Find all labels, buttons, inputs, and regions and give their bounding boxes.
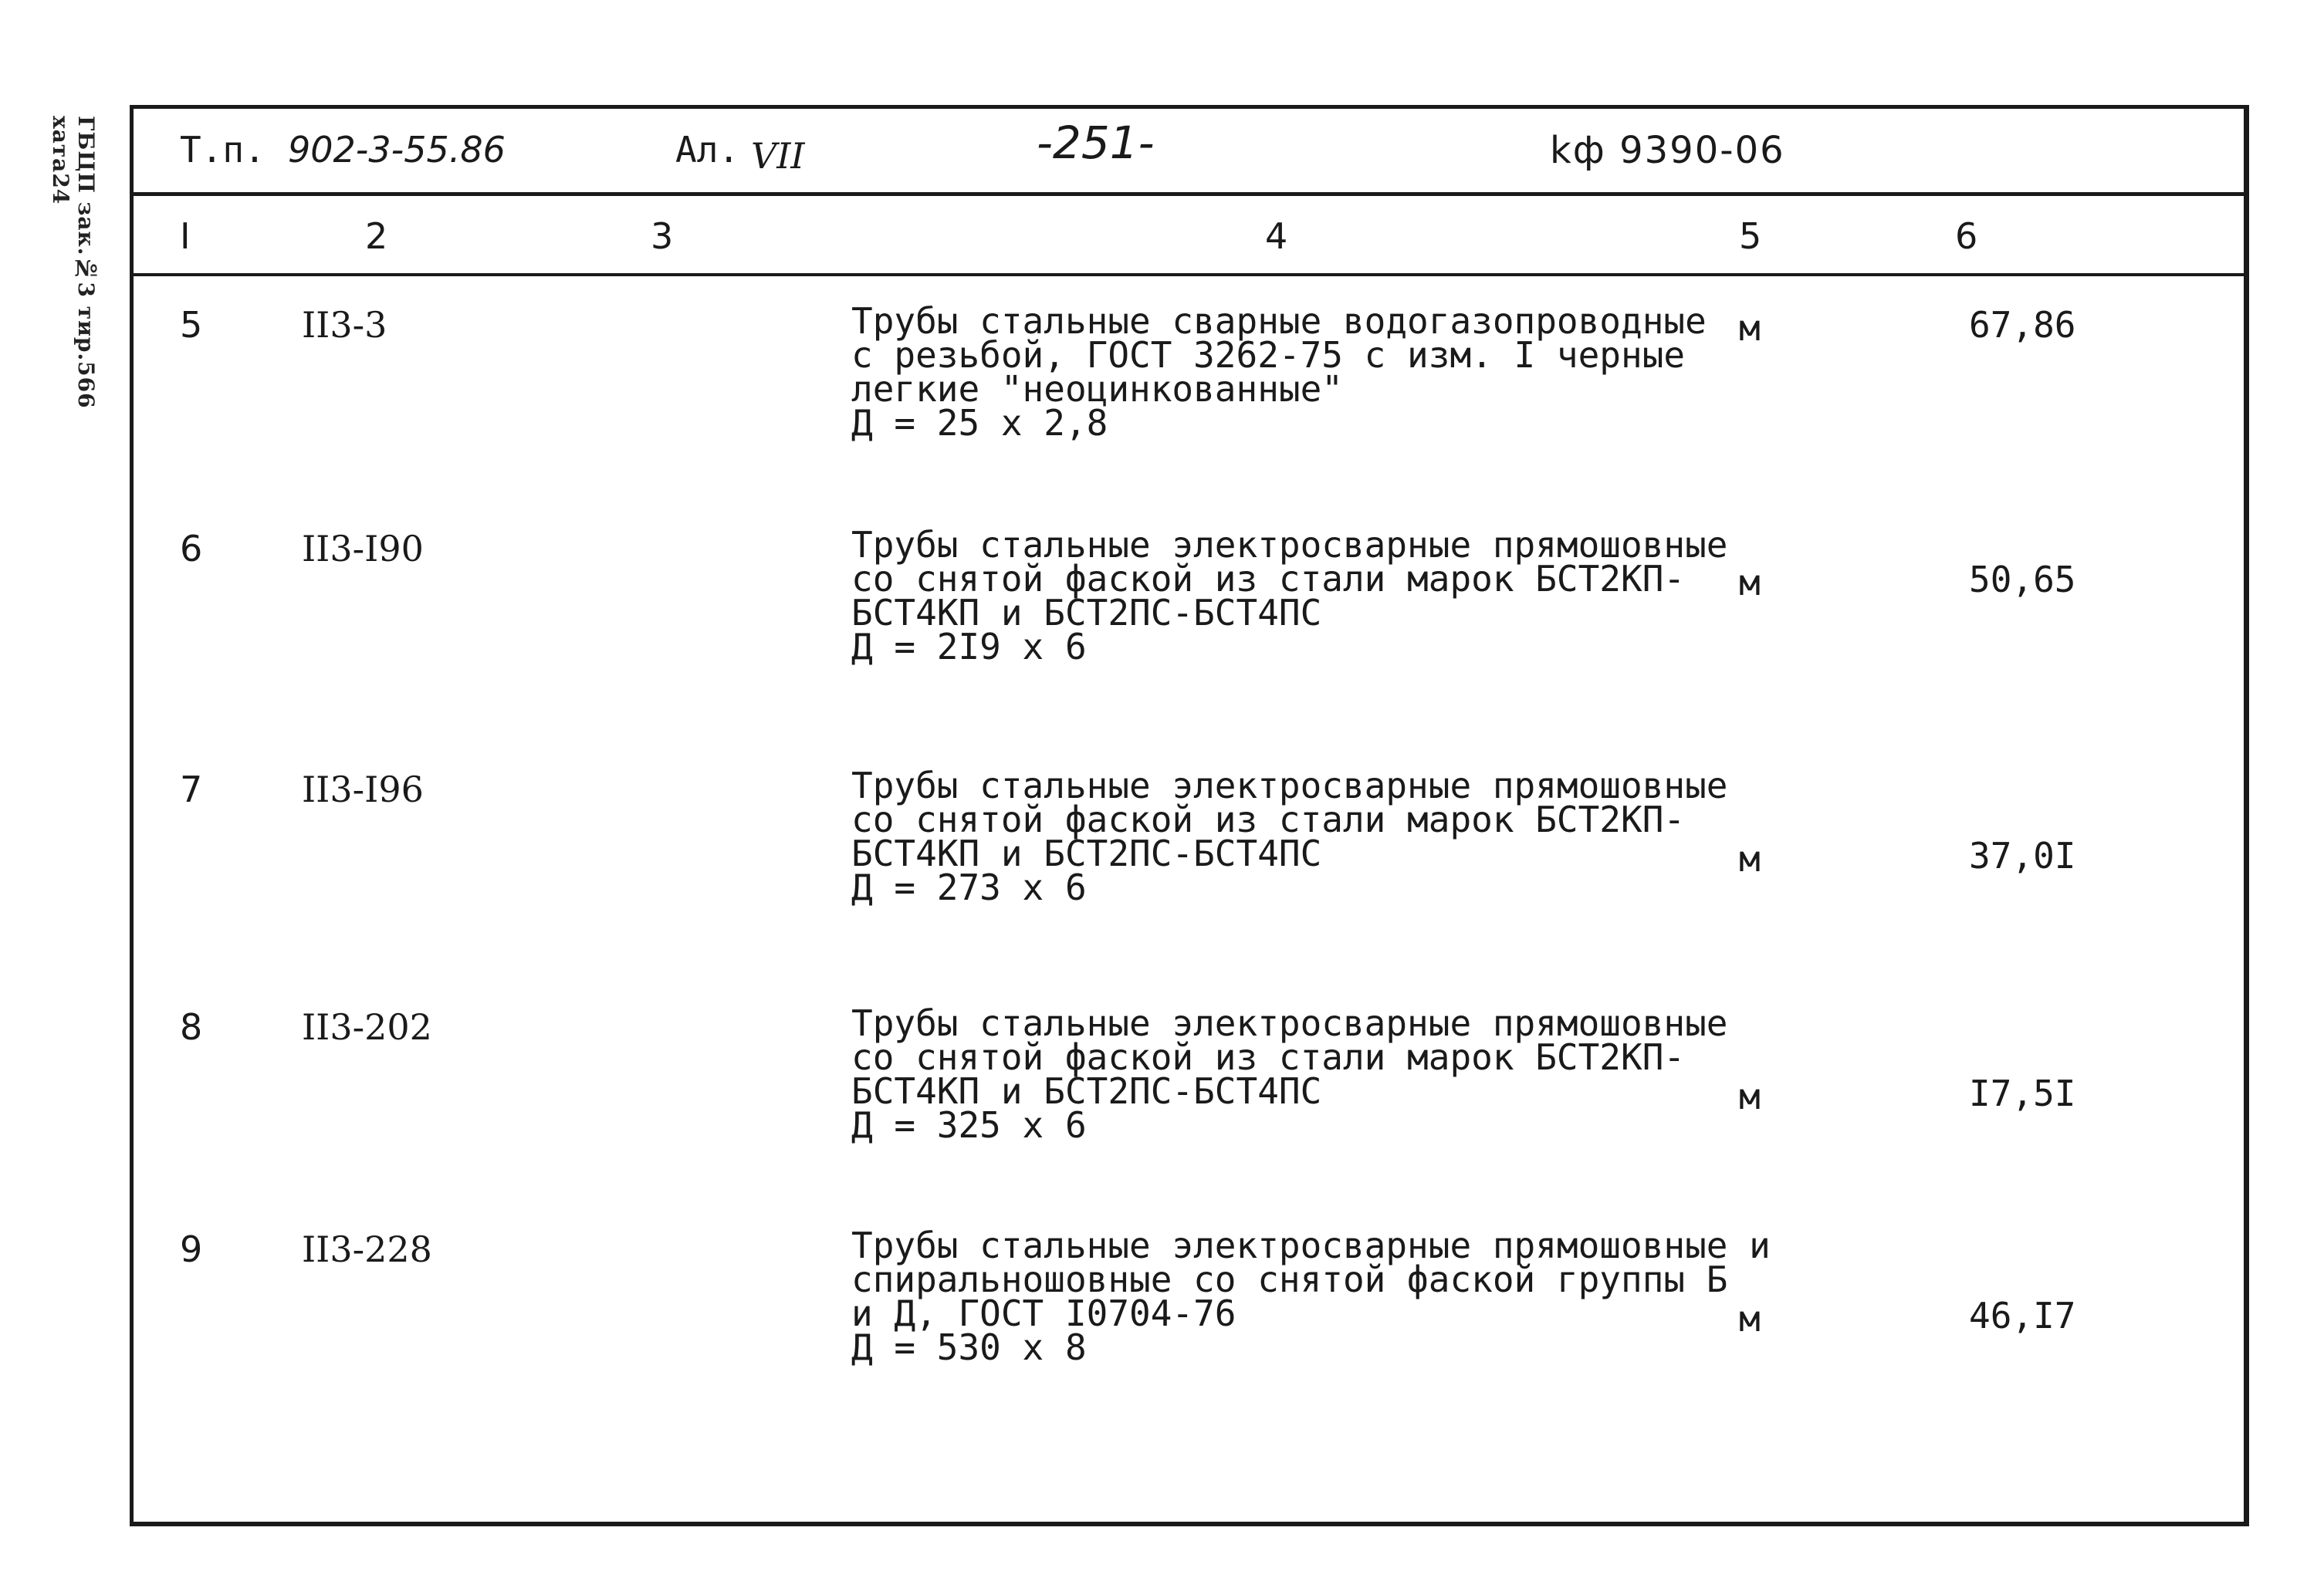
row-unit: м [1739,1076,1761,1117]
sheet-code: kф 9390-06 [1550,129,1785,172]
description-line: Д = 530 х 8 [851,1326,1087,1368]
description-line: со снятой фаской из стали марок БСТ2КП- [851,1036,1686,1078]
album-label: Ал. [675,129,740,171]
description-line: с резьбой, ГОСТ 3262-75 с изм. I черные [851,334,1686,376]
description-line: БСТ4КП и БСТ2ПС-БСТ4ПС [851,833,1322,874]
row-unit: м [1739,307,1761,349]
description-line: Д = 325 х 6 [851,1104,1087,1146]
row-code: II3-I90 [302,528,424,569]
column-header: 3 [651,215,674,257]
row-description [851,300,1707,444]
row-code: II3-3 [302,304,387,346]
column-header: I [180,215,191,257]
row-number: 9 [180,1228,203,1270]
row-number: 6 [180,528,203,569]
side-stamp: ГБЦП зак.№3 тир.566 хата24 [48,116,99,409]
row-description [851,524,1728,667]
row-unit: м [1739,562,1761,603]
column-header-row [134,192,2244,276]
row-number: 5 [180,304,203,346]
description-line: Трубы стальные электросварные прямошовные [851,524,1728,566]
row-quantity: 37,0I [1969,835,2076,877]
row-quantity: 50,65 [1969,559,2076,600]
description-line: Трубы стальные электросварные прямошовные [851,765,1728,806]
description-line: Трубы стальные электросварные прямошовные [851,1002,1728,1044]
column-header: 2 [365,215,388,257]
column-header: 4 [1265,215,1288,257]
doc-code: 902-3-55.86 [288,129,506,171]
description-line: Д = 273 х 6 [851,867,1087,908]
description-line: БСТ4КП и БСТ2ПС-БСТ4ПС [851,592,1322,634]
row-quantity: I7,5I [1969,1073,2076,1114]
row-code: II3-I96 [302,769,424,810]
description-line: Трубы стальные электросварные прямошовные и [851,1225,1771,1266]
row-unit: м [1739,838,1761,880]
description-line: Д = 25 х 2,8 [851,402,1108,444]
description-line: со снятой фаской из стали марок БСТ2КП- [851,799,1686,840]
doc-label: Т.п. [180,129,266,171]
column-header: 5 [1739,215,1762,257]
row-number: 8 [180,1006,203,1048]
description-line: спиральношовные со снятой фаской группы Б [851,1259,1728,1300]
row-code: II3-228 [302,1228,432,1270]
description-line: со снятой фаской из стали марок БСТ2КП- [851,558,1686,600]
row-number: 7 [180,769,203,810]
description-line: легкие "неоцинкованные" [851,368,1343,410]
row-description [851,765,1728,908]
title-block [134,109,2244,196]
description-line: Трубы стальные сварные водогазопроводные [851,300,1707,342]
row-quantity: 67,86 [1969,304,2076,346]
album-number: VII [751,135,805,177]
row-unit: м [1739,1298,1761,1340]
row-description [851,1002,1728,1146]
row-quantity: 46,I7 [1969,1295,2076,1336]
row-description [851,1225,1771,1368]
row-code: II3-202 [302,1006,432,1048]
page-number: -251- [1037,117,1155,169]
description-line: Д = 2I9 х 6 [851,626,1087,667]
description-line: БСТ4КП и БСТ2ПС-БСТ4ПС [851,1070,1322,1112]
document-sheet [130,105,2249,1526]
description-line: и Д, ГОСТ I0704-76 [851,1293,1236,1334]
column-header: 6 [1955,215,1978,257]
